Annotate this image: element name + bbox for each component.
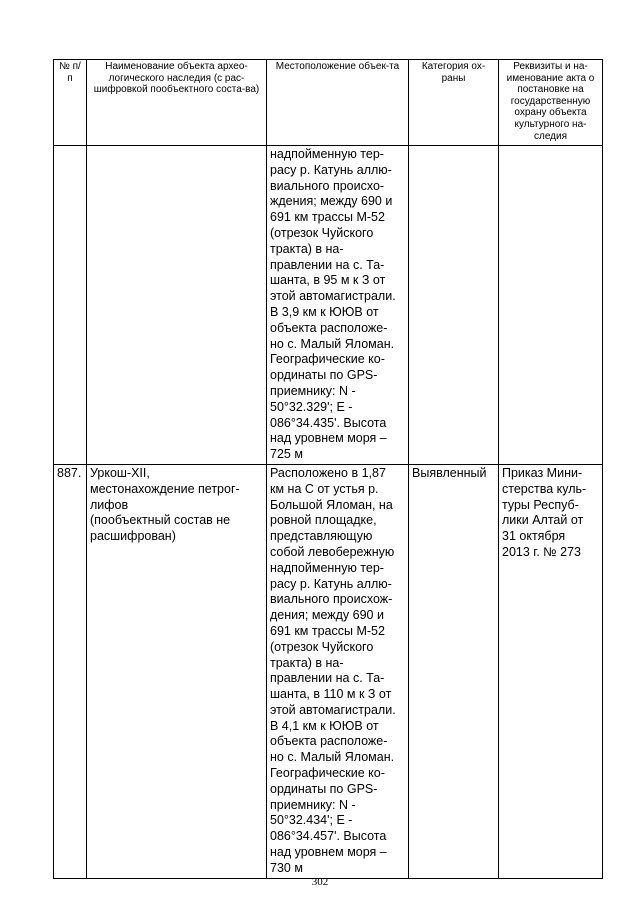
location-line: виального происхо- xyxy=(270,178,385,193)
location-line: Географические ко- xyxy=(270,352,385,367)
cell-category xyxy=(409,146,499,465)
act-line: туры Респуб- xyxy=(502,497,579,512)
location-line: ординаты по GPS- xyxy=(270,781,378,796)
location-line: тракта) в на- xyxy=(270,241,344,256)
location-line: приемнику: N - xyxy=(270,383,356,398)
location-line: (отрезок Чуйского xyxy=(270,225,374,240)
location-line: над уровнем моря – xyxy=(270,845,387,860)
act-line: 2013 г. № 273 xyxy=(502,544,581,559)
act-line: Приказ Мини- xyxy=(502,465,583,480)
cell-number: 887. xyxy=(54,464,87,878)
location-line: виального происхож- xyxy=(270,592,393,607)
location-line: км на С от устья р. xyxy=(270,481,379,496)
heritage-register-table xyxy=(53,59,603,879)
object-name-line: местонахождение петрог- xyxy=(90,481,240,496)
location-line: 086°34.457'. Высота xyxy=(270,829,387,844)
object-name-line: Уркош-XII, xyxy=(90,465,150,480)
object-name-line: расшифрован) xyxy=(90,529,176,544)
location-line: надпойменную тер- xyxy=(270,560,384,575)
location-line: правлении на с. Та- xyxy=(270,257,385,272)
location-line: дения; между 690 и xyxy=(270,608,384,623)
header-number: № п/п xyxy=(54,60,87,146)
location-line: 50°32.434'; E - xyxy=(270,813,353,828)
location-line: правлении на с. Та- xyxy=(270,671,385,686)
location-line: представляющую xyxy=(270,529,373,544)
cell-number xyxy=(54,146,87,465)
header-location: Местоположение объек-та xyxy=(267,60,409,146)
cell-object-name xyxy=(87,464,267,878)
cell-location xyxy=(267,146,409,465)
location-line: 730 м xyxy=(270,860,303,875)
location-line: объекта расположе- xyxy=(270,734,388,749)
header-object-name: Наименование объекта архео-логического наследия (с рас-шифровкой пообъектного соста-ва) xyxy=(87,60,267,146)
location-line: приемнику: N - xyxy=(270,797,356,812)
location-line: но с. Малый Яломан. xyxy=(270,336,395,351)
location-line: тракта) в на- xyxy=(270,655,344,670)
location-line: 691 км трассы М-52 xyxy=(270,623,385,638)
location-line: расу р. Катунь аллю- xyxy=(270,162,392,177)
location-line: ровной площадке, xyxy=(270,513,377,528)
location-line: 691 км трассы М-52 xyxy=(270,210,385,225)
location-line: шанта, в 95 м к З от xyxy=(270,273,386,288)
location-line: 086°34.435'. Высота xyxy=(270,415,387,430)
header-act-details: Реквизиты и на-именование акта о постановке на государственную охрану объекта культурного на-следия xyxy=(499,60,603,146)
object-name-line: (пообъектный состав не xyxy=(90,513,231,528)
location-line: но с. Малый Яломан. xyxy=(270,750,395,765)
cell-act xyxy=(499,146,603,465)
location-line: ординаты по GPS- xyxy=(270,368,378,383)
cell-category: Выявленный xyxy=(409,464,499,878)
location-line: шанта, в 110 м к З от xyxy=(270,687,392,702)
location-line: В 3,9 км к ЮЮВ от xyxy=(270,304,379,319)
object-name-line: лифов xyxy=(90,497,129,512)
location-line: Большой Яломан, на xyxy=(270,497,393,512)
act-line: лики Алтай от xyxy=(502,513,584,528)
location-line: этой автомагистрали. xyxy=(270,289,396,304)
location-line: ждения; между 690 и xyxy=(270,194,393,209)
location-line: объекта расположе- xyxy=(270,320,388,335)
location-line: 725 м xyxy=(270,447,303,462)
act-line: 31 октября xyxy=(502,529,566,544)
table-row-887 xyxy=(54,464,603,878)
location-line: собой левобережную xyxy=(270,544,395,559)
table-row-continuation xyxy=(54,146,603,465)
location-line: над уровнем моря – xyxy=(270,431,387,446)
cell-object-name xyxy=(87,146,267,465)
page-number: 302 xyxy=(311,876,329,888)
cell-act xyxy=(499,464,603,878)
location-line: В 4,1 км к ЮЮВ от xyxy=(270,718,379,733)
act-line: стерства куль- xyxy=(502,481,587,496)
table-header-row xyxy=(54,60,603,146)
header-protection-category: Категория ох-раны xyxy=(409,60,499,146)
location-line: Расположено в 1,87 xyxy=(270,465,386,480)
cell-location xyxy=(267,464,409,878)
location-line: надпойменную тер- xyxy=(270,147,384,161)
location-line: этой автомагистрали. xyxy=(270,702,396,717)
location-line: расу р. Катунь аллю- xyxy=(270,576,392,591)
location-line: Географические ко- xyxy=(270,766,385,781)
location-line: (отрезок Чуйского xyxy=(270,639,374,654)
location-line: 50°32.329'; E - xyxy=(270,399,353,414)
